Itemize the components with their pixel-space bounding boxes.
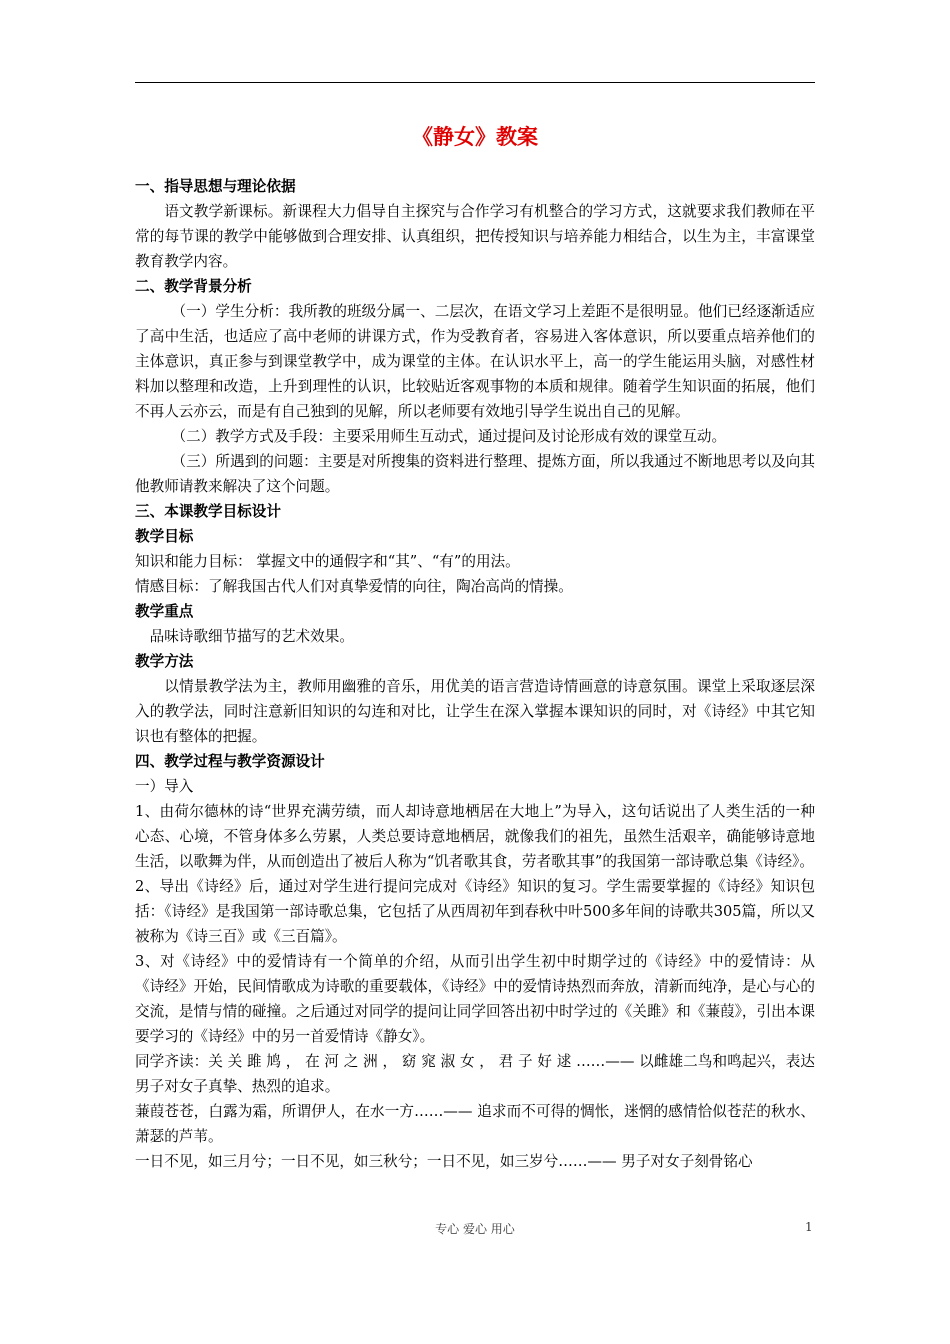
paragraph: 情感目标：了解我国古代人们对真挚爱情的向往，陶冶高尚的情操。 xyxy=(135,578,573,595)
section-heading: 三、本课教学目标设计 xyxy=(135,503,281,520)
section-heading: 二、教学背景分析 xyxy=(135,278,252,295)
subheading: 一）导入 xyxy=(135,778,194,795)
subheading: 教学目标 xyxy=(135,528,194,545)
paragraph: （二）教学方式及手段：主要采用师生互动式，通过提问及讨论形成有效的课堂互动。 xyxy=(171,428,727,445)
paragraph: 语文教学新课标。新课程大力倡导自主探究与合作学习有机整合的学习方式，这就要求我们教师在平常的每节课的教学中能够做到合理安排、认真组织，把传授知识与培养能力相结合，以生为主，丰富课堂教育教学内容。 xyxy=(135,203,815,270)
paragraph: 1、由荷尔德林的诗“世界充满劳绩，而人却诗意地栖居在大地上”为导入，这句话说出了人类生活的一种心态、心境，不管身体多么劳累，人类总要诗意地栖居，就像我们的祖先，虽然生活艰辛，确能够诗意地生活，以歌舞为伴，从而创造出了被后人称为“饥者歌其食，劳者歌其事”的我国第一部诗歌总集《诗经》。 xyxy=(135,803,815,870)
section-heading: 一、指导思想与理论依据 xyxy=(135,178,296,195)
paragraph: 知识和能力目标： 掌握文中的通假字和“其”、“有”的用法。 xyxy=(135,553,520,570)
document-title: 《静女》教案 xyxy=(412,125,538,149)
paragraph: 3、对《诗经》中的爱情诗有一个简单的介绍，从而引出学生初中时期学过的《诗经》中的爱情诗：从《诗经》开始，民间情歌成为诗歌的重要载体，《诗经》中的爱情诗热烈而奔放，清新而纯净，是心与心的交流，是情与情的碰撞。之后通过对同学的提问让同学回答出初中时学过的《关雎》和《蒹葭》，引出本课要学习的《诗经》中的另一首爱情诗《静女》。 xyxy=(135,953,815,1045)
paragraph: 以情景教学法为主，教师用幽雅的音乐，用优美的语言营造诗情画意的诗意氛围。课堂上采取逐层深入的教学法，同时注意新旧知识的勾连和对比，让学生在深入掌握本课知识的同时，对《诗经》中其它知识也有整体的把握。 xyxy=(135,678,815,745)
paragraph: 2、导出《诗经》后，通过对学生进行提问完成对《诗经》知识的复习。学生需要掌握的《诗经》知识包括：《诗经》是我国第一部诗歌总集，它包括了从西周初年到春秋中叶500多年间的诗歌共305篇，所以又被称为《诗三百》或《三百篇》。 xyxy=(135,878,815,945)
header-rule xyxy=(135,82,815,83)
paragraph: （三）所遇到的问题：主要是对所搜集的资料进行整理、提炼方面，所以我通过不断地思考以及向其他教师请教来解决了这个问题。 xyxy=(135,453,815,495)
document-body xyxy=(135,174,815,1174)
subheading: 教学重点 xyxy=(135,603,194,620)
subheading: 教学方法 xyxy=(135,653,194,670)
section-heading: 四、教学过程与教学资源设计 xyxy=(135,753,325,770)
paragraph: （一）学生分析：我所教的班级分属一、二层次，在语文学习上差距不是很明显。他们已经逐渐适应了高中生活，也适应了高中老师的讲课方式，作为受教育者，容易进入客体意识，所以要重点培养他们的主体意识，真正参与到课堂教学中，成为课堂的主体。在认识水平上，高一的学生能运用头脑，对感性材料加以整理和改造，上升到理性的认识，比较贴近客观事物的本质和规律。随着学生知识面的拓展，他们不再人云亦云，而是有自己独到的见解，所以老师要有效地引导学生说出自己的见解。 xyxy=(135,303,815,420)
paragraph: 品味诗歌细节描写的艺术效果。 xyxy=(149,628,354,645)
paragraph: 同学齐读：关 关 雎 鸠 ， 在 河 之 洲 ， 窈 窕 淑 女 ， 君 子 好 逑 ……—— 以雌雄二鸟和鸣起兴，表达男子对女子真挚、热烈的追求。 xyxy=(135,1053,815,1095)
paragraph: 蒹葭苍苍，白露为霜，所谓伊人，在水一方……—— 追求而不可得的惆怅，迷惘的感情恰似苍茫的秋水、萧瑟的芦苇。 xyxy=(135,1103,815,1145)
page-number: 1 xyxy=(805,1220,813,1234)
page-footer: 专心 爱心 用心 xyxy=(435,1222,515,1236)
paragraph: 一日不见，如三月兮；一日不见，如三秋兮；一日不见，如三岁兮……—— 男子对女子刻骨铭心 xyxy=(135,1153,753,1170)
